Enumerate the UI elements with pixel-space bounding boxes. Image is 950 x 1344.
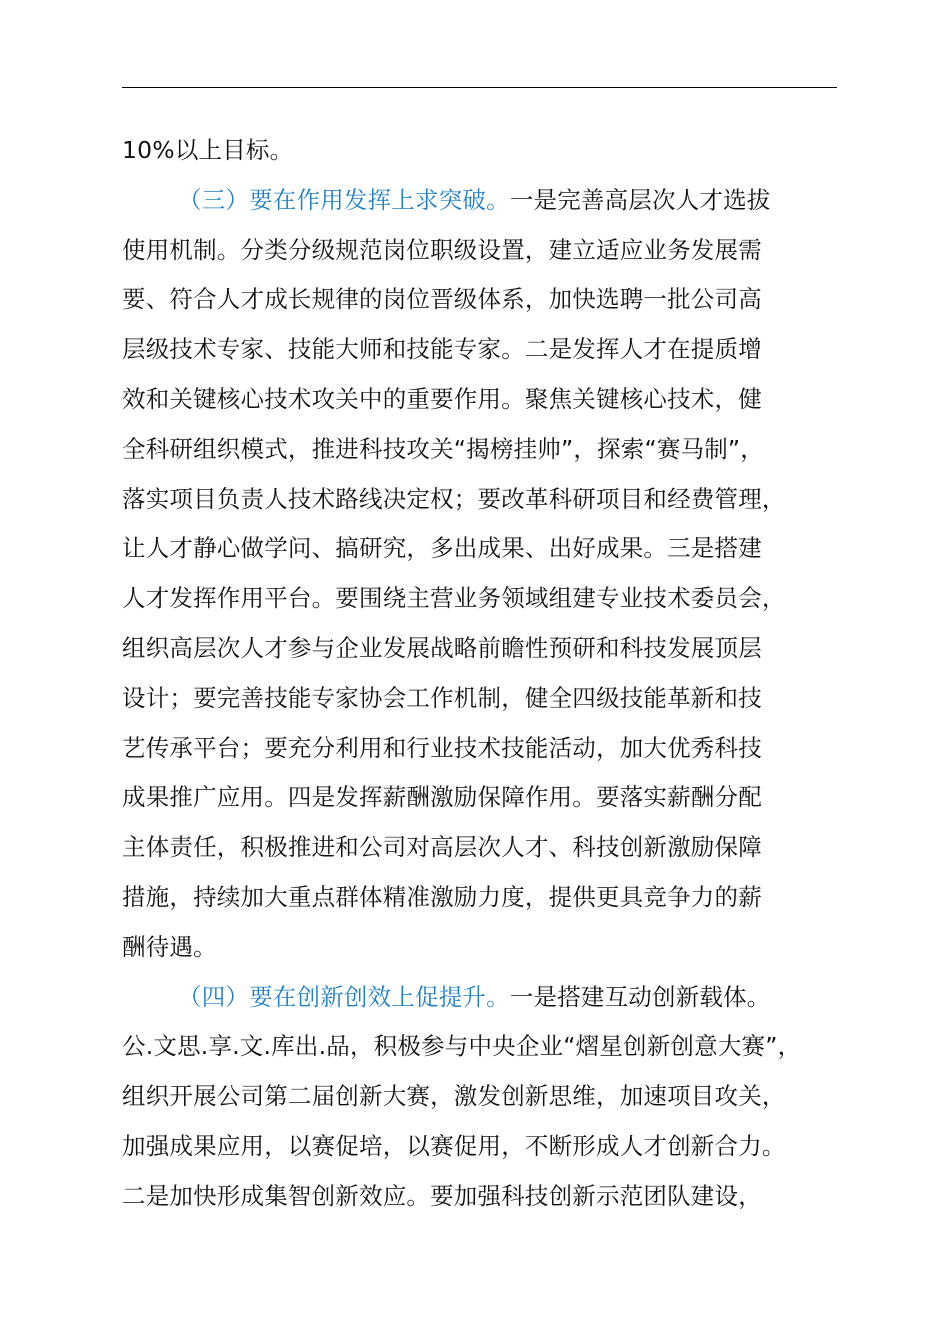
document-body (122, 126, 862, 1222)
text-line: 成果推广应用。四是发挥薪酬激励保障作用。要落实薪酬分配 (122, 783, 762, 812)
text-line: 让人才静心做学问、搞研究，多出成果、出好成果。三是搭建 (122, 534, 762, 563)
text-line: 落实项目负责人技术路线决定权；要改革科研项目和经费管理， (122, 484, 786, 513)
text-line: 人才发挥作用平台。要围绕主营业务领域组建专业技术委员会， (122, 584, 786, 613)
text-line: 主体责任，积极推进和公司对高层次人才、科技创新激励保障 (122, 833, 762, 862)
text-line: 全科研组织模式，推进科技攻关“揭榜挂帅”，探索“赛马制”， (122, 434, 764, 463)
section-4-text: 一是搭建互动创新载体。 (509, 982, 771, 1011)
section-3-heading: （三）要在作用发挥上求突破。 (178, 185, 510, 214)
text-line: 层级技术专家、技能大师和技能专家。二是发挥人才在提质增 (122, 335, 762, 364)
text-line: 组织开展公司第二届创新大赛，激发创新思维，加速项目攻关， (122, 1082, 786, 1111)
text-line: 二是加快形成集智创新效应。要加强科技创新示范团队建设， (122, 1181, 762, 1210)
text-line: 效和关键核心技术攻关中的重要作用。聚焦关键核心技术，健 (122, 384, 762, 413)
section-4-heading: （四）要在创新创效上促提升。 (178, 982, 510, 1011)
section-3-first-line (122, 176, 862, 226)
text-line: 使用机制。分类分级规范岗位职级设置，建立适应业务发展需 (122, 235, 762, 264)
section-4-first-line (122, 973, 862, 1023)
text-line: 酬待遇。 (122, 932, 217, 961)
text-line: 艺传承平台；要充分利用和行业技术技能活动，加大优秀科技 (122, 733, 762, 762)
text-line: 加强成果应用，以赛促培，以赛促用，不断形成人才创新合力。 (122, 1131, 786, 1160)
text-line: 要、符合人才成长规律的岗位晋级体系，加快选聘一批公司高 (122, 285, 762, 314)
header-rule (122, 87, 837, 88)
text-line: 措施，持续加大重点群体精准激励力度，提供更具竞争力的薪 (122, 882, 762, 911)
text-line: 10%以上目标。 (122, 136, 294, 164)
text-line: 组织高层次人才参与企业发展战略前瞻性预研和科技发展顶层 (122, 633, 762, 662)
text-line: 设计；要完善技能专家协会工作机制，健全四级技能革新和技 (122, 683, 762, 712)
section-3-text: 一是完善高层次人才选拔 (509, 185, 771, 214)
text-line: 公.文思.享.文.库出.品，积极参与中央企业“熠星创新创意大赛”， (122, 1032, 802, 1061)
